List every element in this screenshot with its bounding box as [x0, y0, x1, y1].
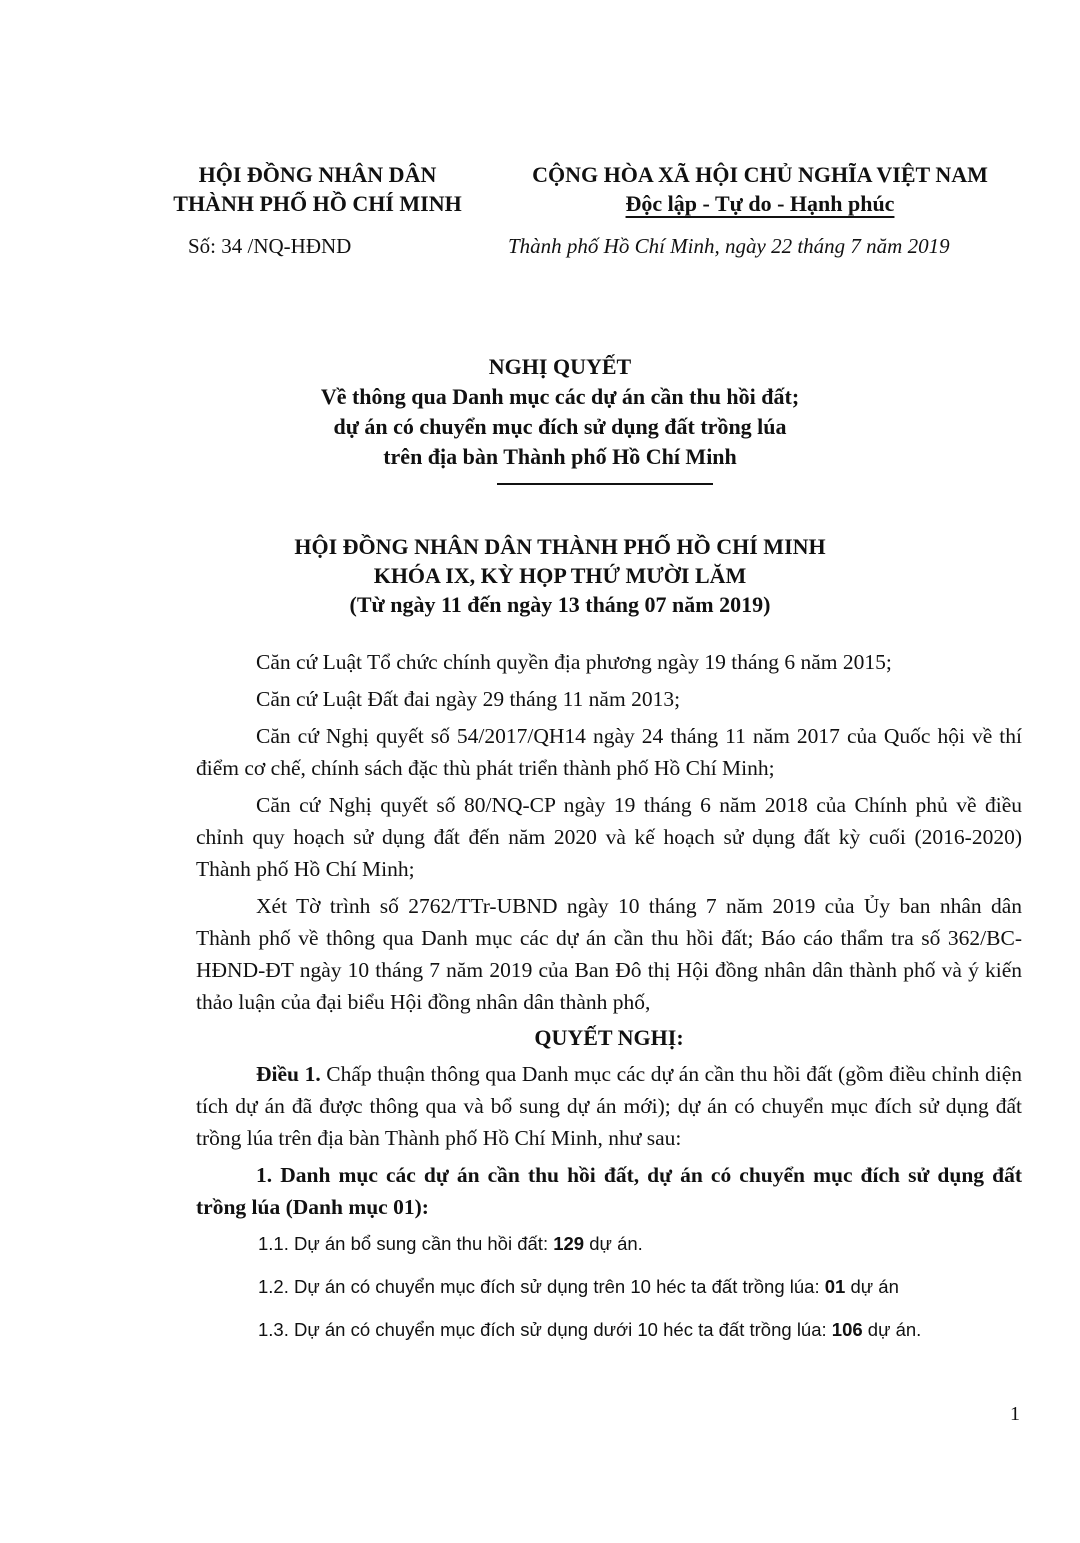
resolution-title: NGHỊ QUYẾT: [488, 354, 632, 379]
item-1-2-count: 01: [824, 1276, 846, 1297]
decision-heading: QUYẾT NGHỊ:: [534, 1025, 684, 1050]
consideration-paragraph: Xét Tờ trình số 2762/TTr-UBND ngày 10 tháng 7 năm 2019 của Ủy ban nhân dân Thành phố về thông qua Danh mục các dự án cần thu hồi đất; Báo cáo thẩm tra số 362/BC-HĐND-ĐT ngày 10 tháng 7 năm 2019 của Ban Đô thị Hội đồng nhân dân thành phố và ý kiến thảo luận của đại biểu Hội đồng nhân dân thành phố,: [196, 894, 1022, 1014]
article-1-label: Điều 1.: [256, 1062, 321, 1086]
legal-basis-1: Căn cứ Luật Tổ chức chính quyền địa phương ngày 19 tháng 6 năm 2015;: [256, 650, 892, 674]
item-1-1: 1.1. Dự án bổ sung cần thu hồi đất: 129 dự án.: [258, 1233, 643, 1254]
document-body: [196, 646, 1022, 1357]
title-divider: [497, 483, 713, 485]
item-1-2: 1.2. Dự án có chuyển mục đích sử dụng trên 10 héc ta đất trồng lúa: 01 dự án: [258, 1276, 899, 1297]
document-date: Thành phố Hồ Chí Minh, ngày 22 tháng 7 năm 2019: [508, 234, 950, 258]
resolution-subject-line2: dự án có chuyển mục đích sử dụng đất trồng lúa: [333, 414, 787, 439]
item-1-3-count: 106: [831, 1319, 863, 1340]
item-1: 1. Danh mục các dự án cần thu hồi đất, dự án có chuyển mục đích sử dụng đất trồng lúa (Danh mục 01):: [196, 1163, 1022, 1219]
resolution-subject-line3: trên địa bàn Thành phố Hồ Chí Minh: [383, 444, 737, 469]
legal-basis-3: Căn cứ Nghị quyết số 54/2017/QH14 ngày 24 tháng 11 năm 2017 của Quốc hội về thí điểm cơ chế, chính sách đặc thù phát triển thành phố Hồ Chí Minh;: [196, 724, 1022, 780]
national-title: CỘNG HÒA XÃ HỘI CHỦ NGHĨA VIỆT NAM: [532, 162, 988, 187]
item-1-3: 1.3. Dự án có chuyển mục đích sử dụng dưới 10 héc ta đất trồng lúa: 106 dự án.: [258, 1319, 922, 1340]
legal-basis-2: Căn cứ Luật Đất đai ngày 29 tháng 11 năm 2013;: [256, 687, 681, 711]
issuer-block: [150, 160, 485, 218]
page-number: 1: [1010, 1403, 1020, 1425]
document-number: Số: 34 /NQ-HĐND: [188, 234, 352, 258]
council-name: HỘI ĐỒNG NHÂN DÂN THÀNH PHỐ HỒ CHÍ MINH: [294, 534, 826, 559]
article-1-text: Chấp thuận thông qua Danh mục các dự án cần thu hồi đất (gồm điều chỉnh diện tích dự án đã được thông qua và bổ sung dự án mới); dự án có chuyển mục đích sử dụng đất trồng lúa trên địa bàn Thành phố Hồ Chí Minh, như sau:: [196, 1062, 1022, 1150]
council-session: KHÓA IX, KỲ HỌP THỨ MƯỜI LĂM: [373, 563, 747, 588]
resolution-title-block: [200, 352, 920, 472]
resolution-subject-line1: Về thông qua Danh mục các dự án cần thu hồi đất;: [320, 384, 800, 409]
legal-basis-4: Căn cứ Nghị quyết số 80/NQ-CP ngày 19 tháng 6 năm 2018 của Chính phủ về điều chỉnh quy hoạch sử dụng đất đến năm 2020 và kế hoạch sử dụng đất kỳ cuối (2016-2020) Thành phố Hồ Chí Minh;: [196, 793, 1022, 881]
council-block: [200, 532, 920, 619]
council-dates: (Từ ngày 11 đến ngày 13 tháng 07 năm 2019): [349, 592, 771, 617]
article-1: [196, 1058, 1022, 1154]
national-title-block: [500, 160, 1020, 218]
item-1-1-count: 129: [553, 1233, 585, 1254]
national-motto: Độc lập - Tự do - Hạnh phúc: [625, 191, 895, 216]
issuer-line2: THÀNH PHỐ HỒ CHÍ MINH: [173, 191, 462, 216]
issuer-line1: HỘI ĐỒNG NHÂN DÂN: [198, 162, 437, 187]
